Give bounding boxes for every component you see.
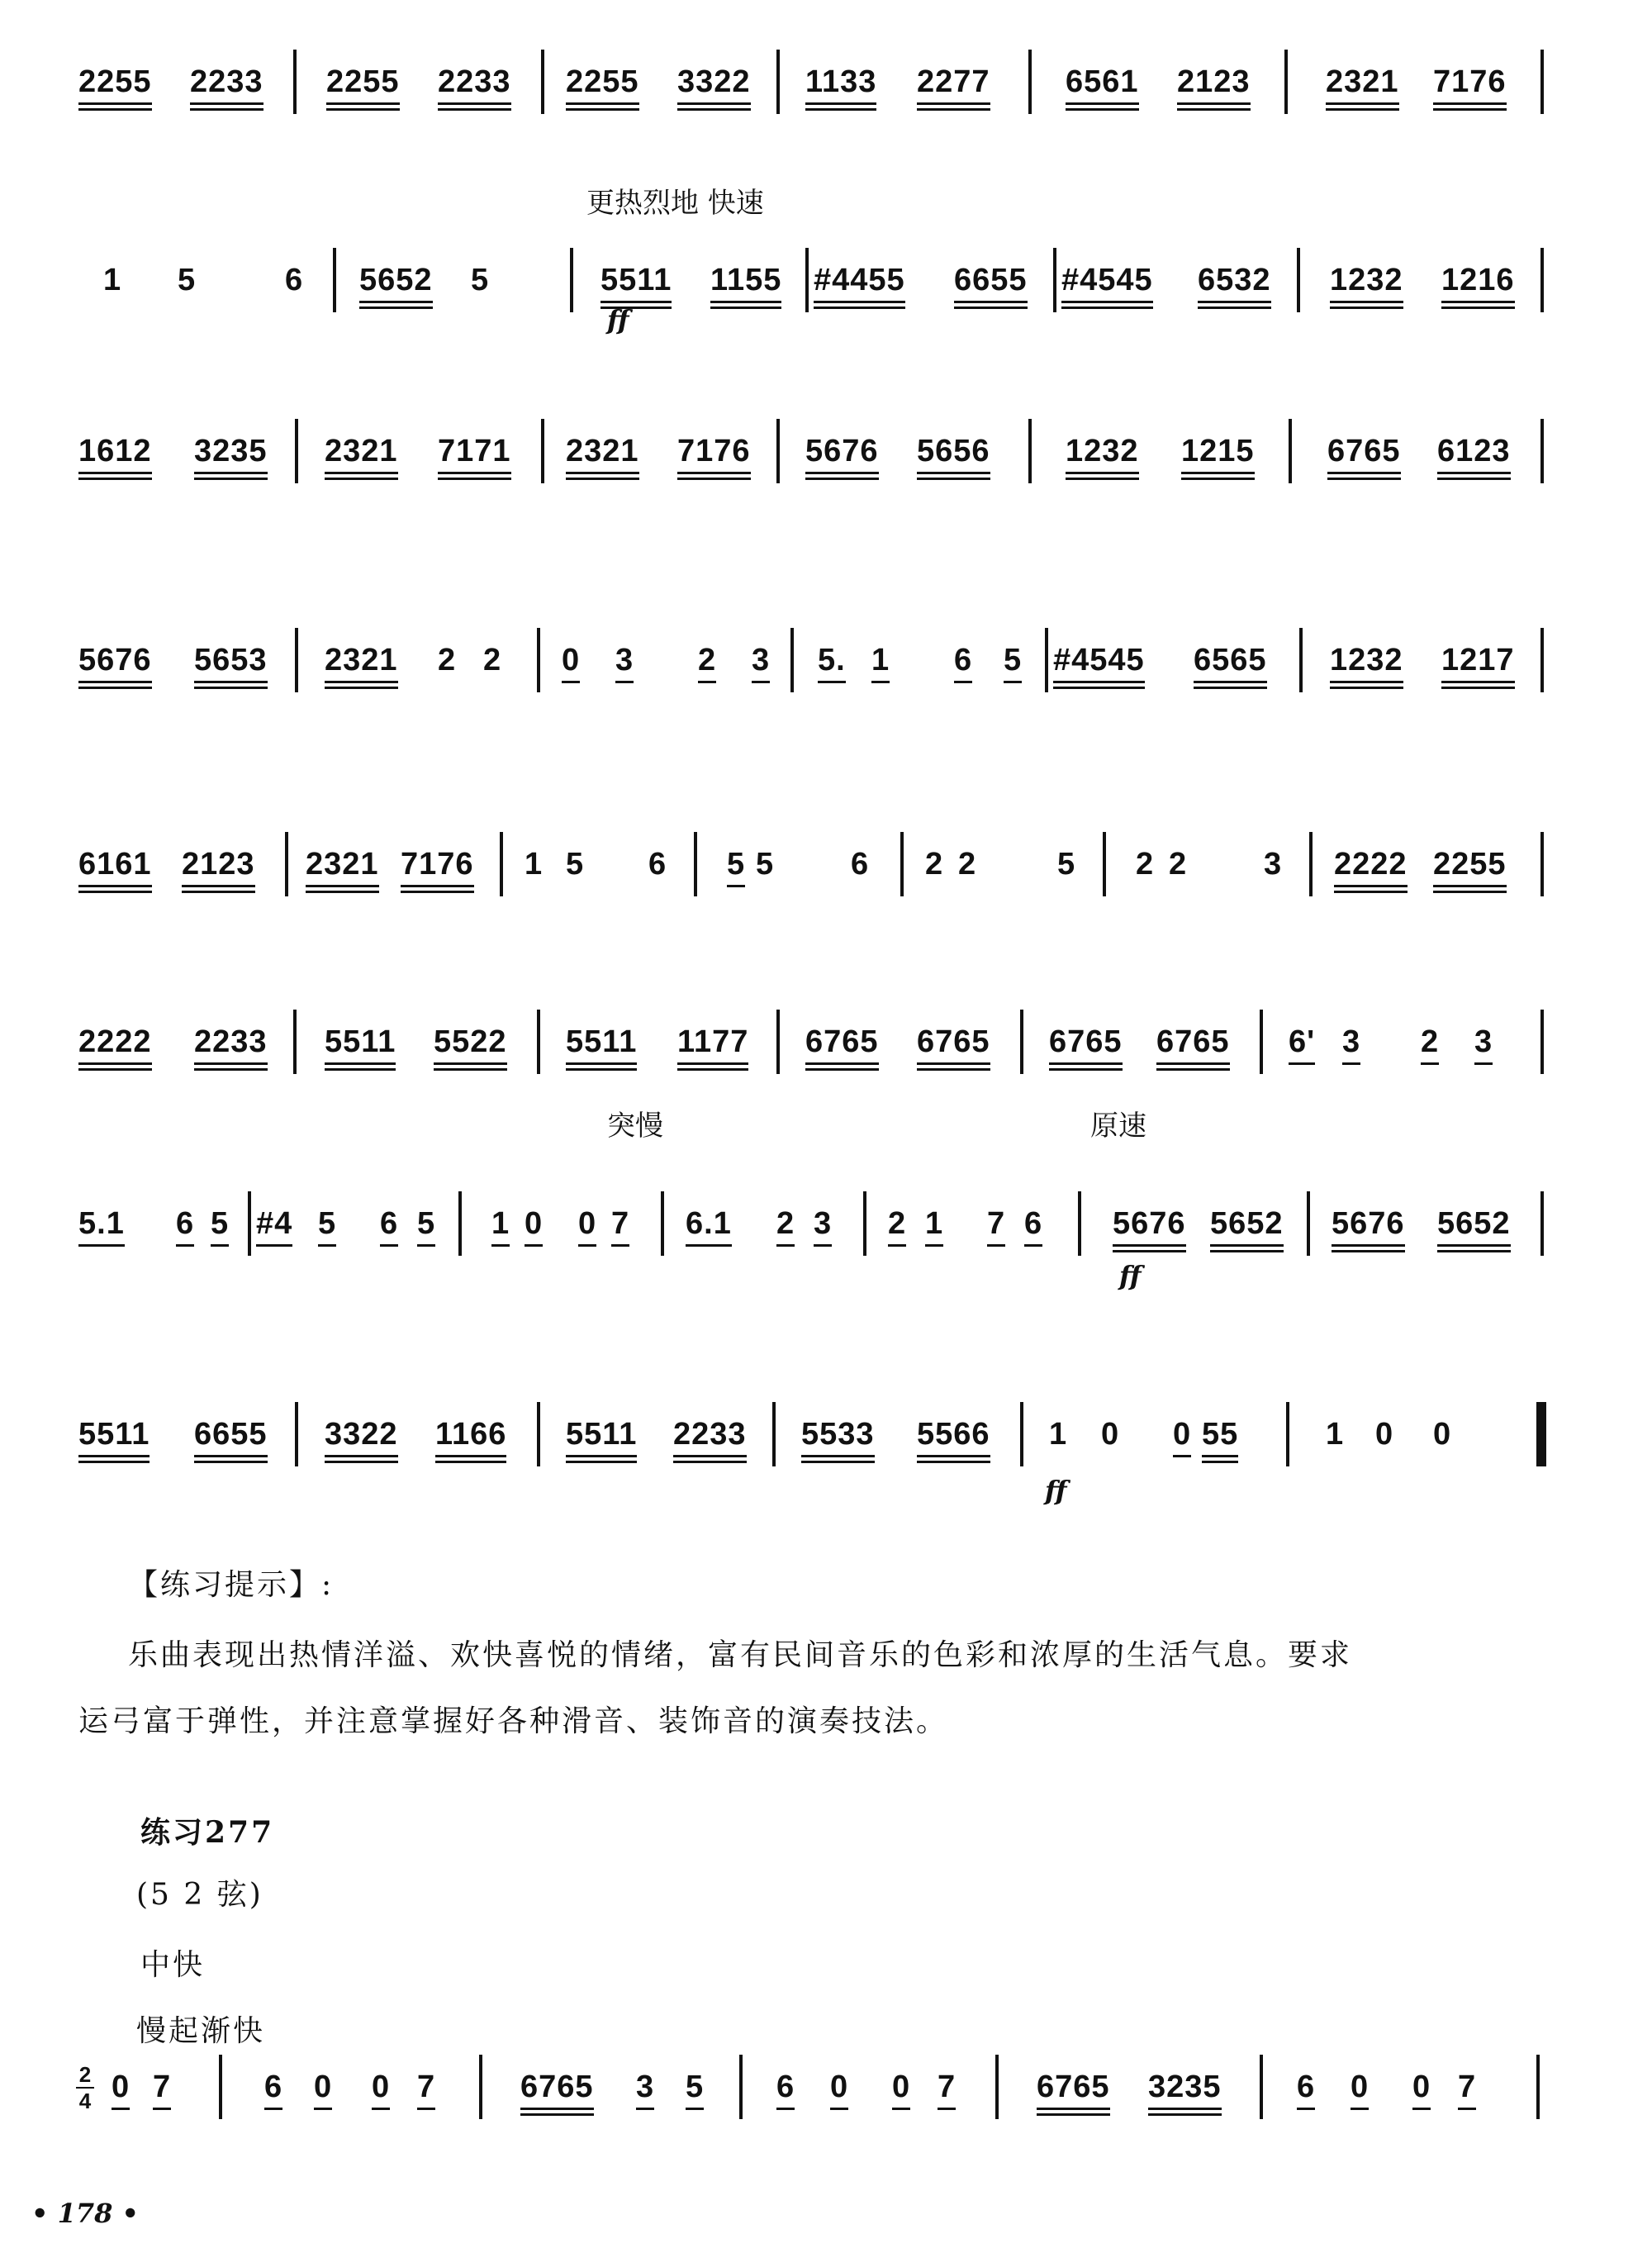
barline	[537, 628, 540, 692]
note-group: 5653	[194, 643, 268, 678]
barline	[1260, 2055, 1263, 2119]
barline	[1045, 628, 1048, 692]
note-group: 3322	[325, 1417, 398, 1452]
note-group: 5	[471, 263, 490, 297]
note-group: 1	[925, 1206, 943, 1242]
exercise-tempo: 中快	[140, 1948, 206, 1982]
barline	[900, 832, 904, 896]
note-group: 5	[756, 847, 775, 882]
barline	[219, 2055, 222, 2119]
exercise-tempo-2: 慢起渐快	[136, 2014, 266, 2048]
note-group: 0	[1101, 1417, 1120, 1452]
note-group: 0	[578, 1206, 596, 1242]
barline	[1540, 628, 1544, 692]
note-group: 6561	[1066, 64, 1139, 100]
barline	[1540, 50, 1544, 114]
barline	[295, 419, 298, 483]
note-group: 0	[112, 2070, 130, 2105]
note-group: 2255	[326, 64, 400, 100]
barline	[694, 832, 697, 896]
barline	[570, 248, 573, 312]
note-group: 2321	[566, 434, 639, 469]
barline	[1307, 1191, 1310, 1256]
note-group: 1215	[1181, 434, 1255, 469]
tempo-mark-original: 原速	[1090, 1110, 1146, 1143]
staff-row-6	[78, 1024, 1549, 1082]
barline	[537, 1010, 540, 1074]
note-group: 0	[562, 643, 580, 678]
note-group: 55	[1202, 1417, 1238, 1452]
note-group: 6765	[1037, 2070, 1110, 2105]
note-group: 2222	[1334, 847, 1408, 882]
note-group: 5652	[1210, 1206, 1284, 1242]
note-group: 5522	[434, 1024, 507, 1060]
note-group: 7176	[677, 434, 751, 469]
barline	[537, 1402, 540, 1466]
note-group: 5676	[805, 434, 879, 469]
note-group: 5652	[359, 263, 433, 298]
note-group: 5676	[78, 643, 152, 678]
note-group: 6	[776, 2070, 795, 2105]
final-barline	[1536, 1402, 1546, 1466]
note-group: 2233	[194, 1024, 268, 1060]
note-group: 0	[1351, 2070, 1369, 2105]
note-group: 2255	[566, 64, 639, 100]
practice-tips-line-1: 乐曲表现出热情洋溢、欢快喜悦的情绪，富有民间音乐的色彩和浓厚的生活气息。要求	[128, 1638, 1353, 1672]
barline	[295, 628, 298, 692]
note-group: 7176	[1433, 64, 1507, 100]
barline	[1078, 1191, 1081, 1256]
note-group: 6	[380, 1206, 398, 1242]
note-group: 1177	[677, 1024, 748, 1060]
barline	[541, 50, 544, 114]
note-group: 7	[987, 1206, 1005, 1242]
note-group: 1232	[1066, 434, 1139, 469]
staff-row-2	[78, 263, 1549, 321]
tempo-mark-faster: 更热烈地 快速	[586, 187, 764, 220]
time-signature: 2 4	[76, 2064, 94, 2112]
note-group: 6765	[1327, 434, 1401, 469]
note-group: 3	[615, 643, 634, 678]
note-group: 6	[264, 2070, 282, 2105]
note-group: 5652	[1437, 1206, 1511, 1242]
note-group: 0	[1433, 1417, 1452, 1452]
note-group: 6	[851, 847, 870, 882]
note-group: 5656	[917, 434, 990, 469]
note-group: 5511	[566, 1024, 637, 1060]
note-group: 0	[1412, 2070, 1431, 2105]
note-group: #4455	[814, 263, 905, 298]
note-group: 5566	[917, 1417, 990, 1452]
note-group: 6	[1297, 2070, 1315, 2105]
note-group: 2222	[78, 1024, 152, 1060]
barline	[1053, 248, 1056, 312]
note-group: 2321	[306, 847, 379, 882]
note-group: 1	[871, 643, 890, 678]
note-group: 0	[372, 2070, 390, 2105]
note-group: 0	[1173, 1417, 1191, 1452]
tempo-mark-sudden-slow: 突慢	[607, 1110, 663, 1143]
note-group: 7176	[401, 847, 474, 882]
note-group: 6	[285, 263, 304, 297]
note-group: 6765	[805, 1024, 879, 1060]
note-group: 6765	[917, 1024, 990, 1060]
note-group: 1	[1049, 1417, 1068, 1452]
note-group: 5	[178, 263, 197, 297]
note-group: 7	[1458, 2070, 1476, 2105]
practice-tips-heading: 【练习提示】:	[128, 1568, 335, 1602]
note-group: 2	[776, 1206, 795, 1242]
note-group: 5	[1004, 643, 1022, 678]
note-group: 2233	[438, 64, 511, 100]
note-group: 0	[314, 2070, 332, 2105]
note-group: 5511	[566, 1417, 637, 1452]
note-group: 1	[103, 263, 122, 297]
note-group: 5	[211, 1206, 229, 1242]
note-group: 3	[752, 643, 770, 678]
staff-row-1	[78, 64, 1549, 122]
note-group: 2	[958, 847, 977, 882]
dynamic-ff: ff	[1119, 1260, 1142, 1291]
note-group: 2123	[1177, 64, 1251, 100]
note-group: 1	[525, 847, 544, 882]
staff-row-7	[78, 1206, 1549, 1264]
note-group: 2321	[1326, 64, 1399, 100]
note-group: 1166	[435, 1417, 506, 1452]
note-group: 3	[1474, 1024, 1493, 1060]
exercise-strings: (5 2 弦)	[136, 1878, 263, 1912]
barline	[285, 832, 288, 896]
note-group: 2	[925, 847, 944, 882]
note-group: 6655	[194, 1417, 268, 1452]
barline	[293, 50, 297, 114]
note-group: 2277	[917, 64, 990, 100]
note-group: 5.	[818, 643, 846, 678]
note-group: 5	[1057, 847, 1076, 882]
barline	[739, 2055, 743, 2119]
note-group: 1232	[1330, 643, 1403, 678]
note-group: 2255	[78, 64, 152, 100]
note-group: 2255	[1433, 847, 1507, 882]
note-group: 0	[892, 2070, 910, 2105]
note-group: 5	[318, 1206, 336, 1242]
staff-row-5	[78, 847, 1549, 905]
exercise-title: 练习277	[140, 1815, 275, 1850]
note-group: 2233	[673, 1417, 747, 1452]
note-group: 3235	[194, 434, 268, 469]
barline	[500, 832, 503, 896]
barline	[295, 1402, 298, 1466]
note-group: 1133	[805, 64, 876, 100]
note-group: 5676	[1332, 1206, 1405, 1242]
note-group: 6765	[520, 2070, 594, 2105]
barline	[1297, 248, 1300, 312]
note-group: 3235	[1148, 2070, 1222, 2105]
page-number: • 178 •	[31, 2198, 139, 2229]
note-group: 3	[1264, 847, 1283, 882]
note-group: 5	[686, 2070, 704, 2105]
note-group: 2	[698, 643, 716, 678]
note-group: #4	[256, 1206, 292, 1242]
barline	[1028, 419, 1032, 483]
note-group: 7	[938, 2070, 956, 2105]
barline	[1020, 1010, 1023, 1074]
barline	[776, 419, 780, 483]
note-group: 3	[1342, 1024, 1360, 1060]
note-group: 3	[636, 2070, 654, 2105]
barline	[1540, 1191, 1544, 1256]
note-group: 3322	[677, 64, 751, 100]
note-group: 6765	[1156, 1024, 1230, 1060]
note-group: 2	[888, 1206, 906, 1242]
note-group: 6	[1024, 1206, 1042, 1242]
note-group: 6765	[1049, 1024, 1123, 1060]
note-group: 6532	[1198, 263, 1271, 298]
barline	[776, 1010, 780, 1074]
barline	[333, 248, 336, 312]
exercise-staff	[78, 2070, 1549, 2127]
note-group: 5	[417, 1206, 435, 1242]
note-group: 5533	[801, 1417, 875, 1452]
staff-row-8	[78, 1417, 1549, 1475]
note-group: 7	[417, 2070, 435, 2105]
barline	[661, 1191, 664, 1256]
barline	[541, 419, 544, 483]
note-group: 2233	[190, 64, 263, 100]
note-group: 5676	[1113, 1206, 1186, 1242]
staff-row-3	[78, 434, 1549, 492]
note-group: 5.1	[78, 1206, 125, 1242]
note-group: 2321	[325, 434, 398, 469]
note-group: 1	[1326, 1417, 1345, 1452]
note-group: 6123	[1437, 434, 1511, 469]
note-group: 6'	[1289, 1024, 1315, 1060]
note-group: 5	[727, 847, 745, 882]
note-group: 5511	[78, 1417, 150, 1452]
note-group: 1155	[710, 263, 781, 298]
dynamic-ff: ff	[1045, 1475, 1067, 1506]
barline	[805, 248, 809, 312]
barline	[1284, 50, 1288, 114]
note-group: 0	[1375, 1417, 1394, 1452]
barline	[1260, 1010, 1263, 1074]
note-group: 1612	[78, 434, 152, 469]
barline	[1536, 2055, 1540, 2119]
note-group: 5511	[325, 1024, 396, 1060]
barline	[479, 2055, 482, 2119]
note-group: 6	[648, 847, 667, 882]
barline	[790, 628, 794, 692]
note-group: 0	[525, 1206, 543, 1242]
barline	[1103, 832, 1106, 896]
note-group: #4545	[1053, 643, 1145, 678]
barline	[1286, 1402, 1289, 1466]
barline	[248, 1191, 251, 1256]
barline	[458, 1191, 462, 1256]
barline	[776, 50, 780, 114]
note-group: 6.1	[686, 1206, 732, 1242]
barline	[995, 2055, 999, 2119]
barline	[1028, 50, 1032, 114]
note-group: 2	[438, 643, 457, 677]
dynamic-ff: ff	[607, 304, 629, 335]
practice-tips-line-2: 运弓富于弹性，并注意掌握好各种滑音、装饰音的演奏技法。	[78, 1704, 949, 1738]
barline	[1540, 1010, 1544, 1074]
note-group: 6565	[1194, 643, 1267, 678]
barline	[1540, 832, 1544, 896]
barline	[772, 1402, 776, 1466]
note-group: 2	[483, 643, 502, 677]
barline	[293, 1010, 297, 1074]
note-group: 2	[1421, 1024, 1439, 1060]
note-group: 2321	[325, 643, 398, 678]
note-group: 5511	[601, 263, 672, 298]
note-group: 6655	[954, 263, 1028, 298]
barline	[863, 1191, 866, 1256]
note-group: 6	[954, 643, 972, 678]
staff-row-4	[78, 643, 1549, 701]
note-group: 2	[1136, 847, 1155, 882]
note-group: 0	[830, 2070, 848, 2105]
note-group: 2	[1169, 847, 1188, 882]
note-group: 5	[566, 847, 585, 882]
barline	[1020, 1402, 1023, 1466]
note-group: 6	[176, 1206, 194, 1242]
note-group: 2123	[182, 847, 255, 882]
note-group: 6161	[78, 847, 152, 882]
note-group: 1	[491, 1206, 510, 1242]
barline	[1289, 419, 1292, 483]
note-group: #4545	[1061, 263, 1153, 298]
note-group: 1232	[1330, 263, 1403, 298]
note-group: 7	[153, 2070, 171, 2105]
barline	[1540, 248, 1544, 312]
note-group: 7171	[438, 434, 511, 469]
note-group: 1216	[1441, 263, 1515, 298]
barline	[1309, 832, 1313, 896]
note-group: 1217	[1441, 643, 1515, 678]
note-group: 7	[611, 1206, 629, 1242]
barline	[1299, 628, 1303, 692]
note-group: 3	[814, 1206, 832, 1242]
barline	[1540, 419, 1544, 483]
